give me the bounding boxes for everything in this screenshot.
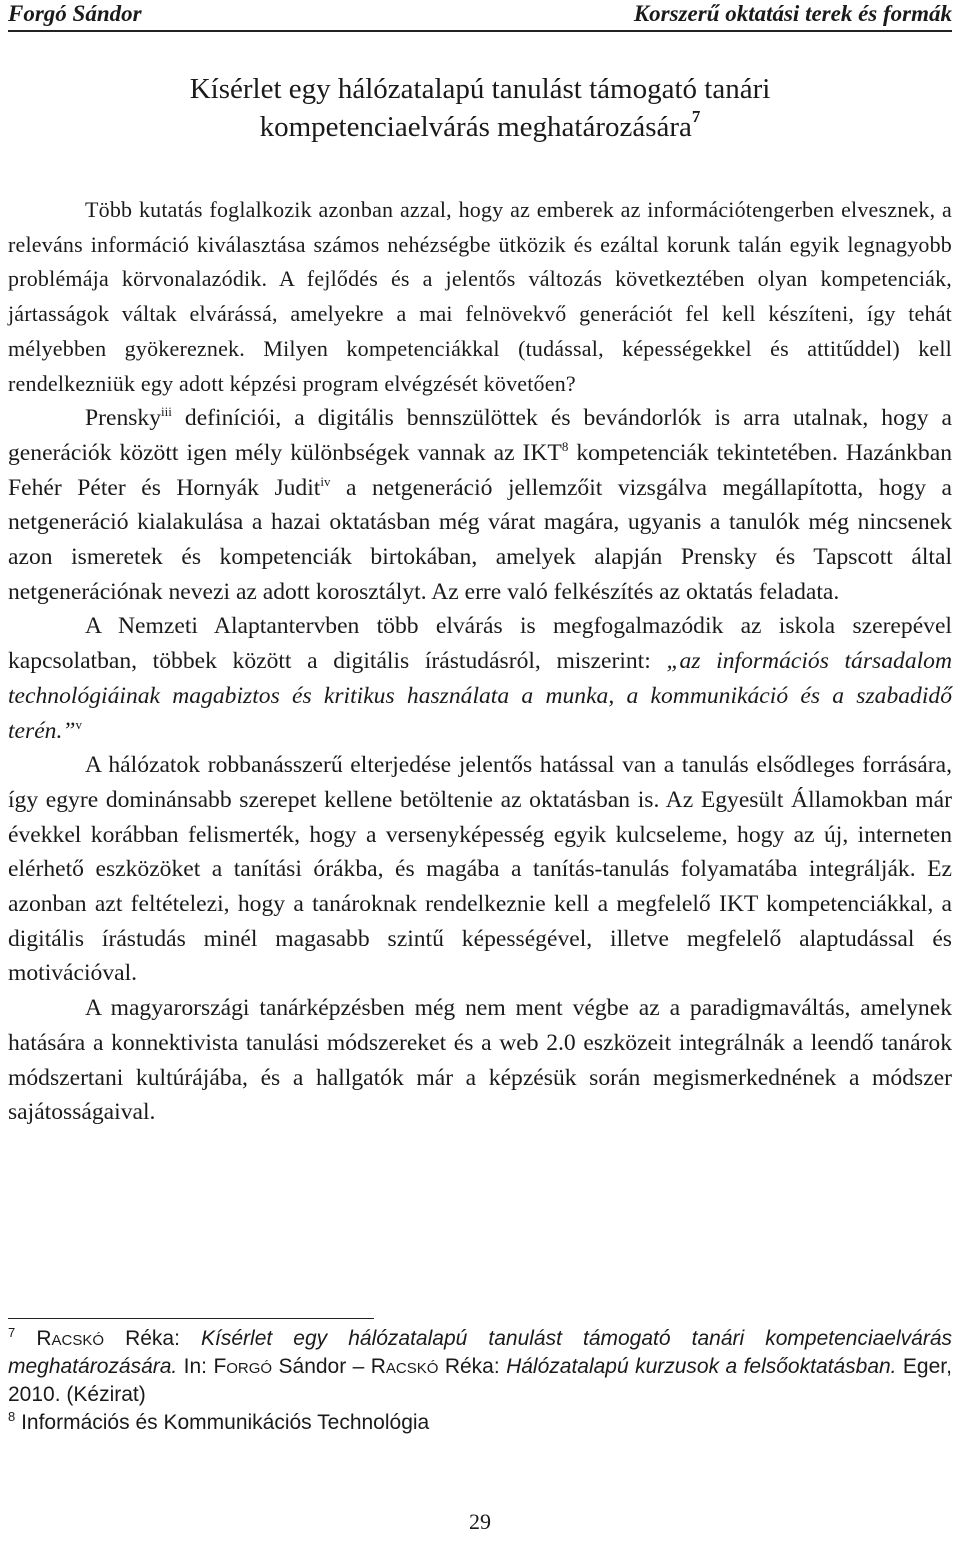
paragraph-1-continuation: A fejlődés és a jelentős változás következtében olyan kompetenciák, jártasságok váltak elvárássá, amelyekre a mai felnövekvő generációt fel kell készíteni, így tehát mélyebben gyökereznek.	[8, 266, 952, 361]
page-number: 29	[469, 1509, 491, 1534]
paragraph-2-a: Prensky	[85, 405, 162, 432]
footnote-7-work: Kísérlet egy hálózatalapú tanulást támogató tanári kompetenciaelvárás meghatározására.	[8, 1327, 952, 1378]
footnote-7-author: Racskó	[36, 1327, 104, 1350]
footnote-7-publication: Eger, 2010. (Kézirat)	[8, 1355, 952, 1406]
paragraph-1-text: Több kutatás foglalkozik azonban azzal, hogy az emberek az információtengerben elvesznek, a releváns információ kiválasztása számos nehézségbe ütközik és ezáltal korunk talán egyik legnagyobb problémája körvonalazódik.	[8, 197, 952, 292]
chapter-title	[0, 70, 960, 146]
header-author: Forgó Sándor	[8, 1, 142, 26]
footnote-7-editor-2-first: Réka:	[444, 1355, 500, 1378]
paragraph-3-text: A Nemzeti Alaptantervben több elvárás is megfogalmazódik az iskola szerepével kapcsolatban, többek között a digitális írástudásról, miszerint:	[8, 613, 952, 675]
paragraph-1	[8, 193, 952, 401]
footnote-separator	[8, 1318, 374, 1319]
footnote-8-text: Információs és Kommunikációs Technológia	[21, 1411, 430, 1434]
paragraph-2-b: definíciói, a digitális bennszülöttek és bevándorlók is arra utalnak, hogy a generációk között igen mély különbségek vannak az IKT	[8, 405, 952, 466]
footnote-7-number: 7	[8, 1325, 16, 1340]
paragraph-3	[8, 609, 952, 748]
chapter-title-line-1: Kísérlet egy hálózatalapú tanulást támogató tanári	[189, 73, 771, 105]
footnote-mark-8: 8	[561, 438, 569, 454]
paragraph-2-c: kompetenciák tekintetében. Hazánkban Fehér Péter és Hornyák Judit	[8, 439, 952, 501]
endnote-mark-v: v	[75, 716, 82, 732]
running-header	[8, 0, 952, 32]
paragraph-4: A hálózatok robbanásszerű elterjedése jelentős hatással van a tanulás elsődleges forrására, így egyre dominánsabb szerepet kellene betöltenie az oktatásban is. Az Egyesült Államokban már évekkel korábban felismerték, hogy a versenyképesség egyik kulcseleme, hogy az új, interneten elérhető eszközöket a tanítási órákba, és magába a tanítás-tanulás folyamatába integrálják. Ez azonban azt feltételezi, hogy a tanároknak rendelkeznie kell a megfelelő IKT kompetenciákkal, a digitális írástudás minél magasabb szintű képességével, illetve megfelelő alaptudással és motivációval.	[8, 752, 952, 987]
footnote-7-editor-2: Racskó	[370, 1355, 439, 1378]
header-book-title: Korszerű oktatási terek és formák	[633, 1, 952, 26]
footnote-7-editor-1-first: Sándor –	[278, 1355, 365, 1378]
body-text	[8, 193, 952, 1130]
endnote-mark-iv: iv	[320, 473, 331, 489]
footnote-7-in: In:	[183, 1355, 208, 1378]
footnote-8	[8, 1409, 952, 1437]
footnote-7-book: Hálózatalapú kurzusok a felsőoktatásban.	[506, 1355, 897, 1378]
footnote-7-editor-1: Forgó	[213, 1355, 273, 1378]
footnote-7-author-first: Réka:	[125, 1327, 180, 1350]
footnotes	[8, 1325, 952, 1437]
paragraph-2-d: a netgeneráció jellemzőit vizsgálva megállapította, hogy a netgeneráció kialakulása a hazai oktatásban még várat magára, ugyanis a tanulók még nincsenek azon ismeretek és kompetenciák birtokában, amelyek alapján Prensky és Tapscott által netgenerációnak nevezi az adott korosztályt. Az erre való felkészítés az oktatás feladata.	[8, 474, 952, 605]
title-footnote-mark: 7	[691, 107, 701, 126]
paragraph-5: A magyarországi tanárképzésben még nem ment végbe az a paradigmaváltás, amelynek hatására a konnektivista tanulási módszereket és a web 2.0 eszközeit integrálnák a leendő tanárok módszertani kultúrájába, és a hallgatók már a képzésük során megismerkednének a módszer sajátosságaival.	[8, 995, 952, 1126]
nat-quote: „az információs társadalom technológiáinak magabiztos és kritikus használata a munka, a kommunikáció és a szabadidő terén.”	[8, 648, 953, 744]
endnote-mark-iii: iii	[161, 404, 172, 420]
chapter-title-line-2	[0, 108, 960, 146]
paragraph-1-question: Milyen kompetenciákkal (tudással, képességekkel és attitűddel) kell rendelkezniük egy adott képzési program elvégzését követően?	[8, 335, 952, 396]
chapter-title-line-2-text: kompetenciaelvárás meghatározására	[259, 111, 692, 143]
footnote-8-number: 8	[8, 1409, 16, 1424]
paragraph-2	[8, 401, 952, 609]
footnote-7	[8, 1325, 952, 1409]
